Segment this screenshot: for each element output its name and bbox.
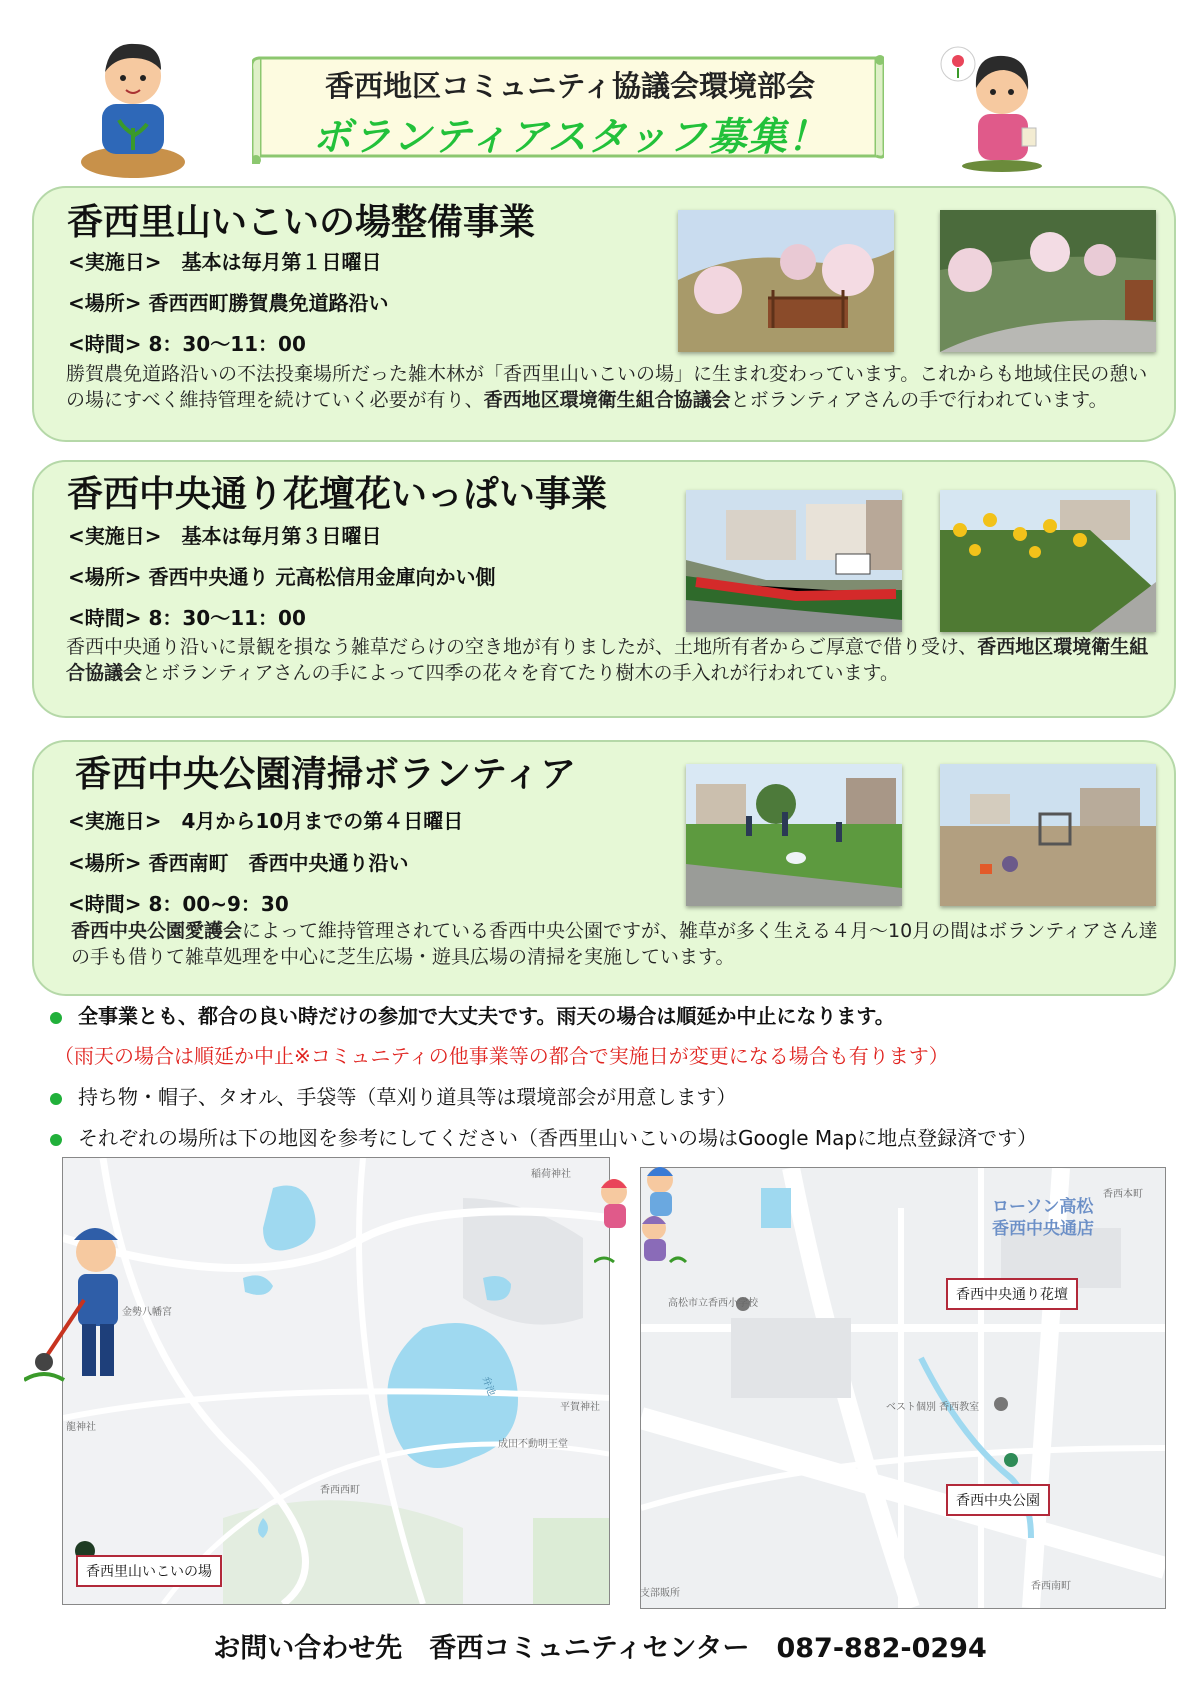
section-time: <時間> 8：00~9：30 <box>68 892 289 916</box>
contact-footer: お問い合わせ先 香西コミュニティセンター 087-882-0294 <box>213 1633 987 1664</box>
map-place: 支部販所 <box>640 1588 680 1599</box>
map-place: 香西本町 <box>1103 1189 1143 1200</box>
photo-park-volunteers <box>686 764 902 906</box>
section-place: <場所> 香西中央通り 元高松信用金庫向かい側 <box>68 565 496 589</box>
map-place: 龍神社 <box>66 1422 96 1433</box>
section-description: 香西中央通り沿いに景観を損なう雑草だらけの空き地が有りましたが、土地所有者からご厚意で借り受け、香西地区環境衛生組合協議会とボランティアさんの手によって四季の花々を育てたり樹木の手入れが行われています。 <box>66 636 1149 684</box>
section-description: 勝賀農免道路沿いの不法投棄場所だった雑木林が「香西里山いこいの場」に生まれ変わっています。これからも地域住民の憩いの場にすべく維持管理を続けていく必要が有り、香西地区環境衛生組合協議会とボランティアさんの手で行われています。 <box>66 363 1148 411</box>
section-title: 香西里山いこいの場整備事業 <box>67 202 536 243</box>
girl-seeds-illustration <box>940 44 1050 174</box>
map-place: 成田不動明王堂 <box>498 1439 568 1450</box>
map-label-flowerbed: 香西中央通り花壇 <box>946 1278 1078 1310</box>
map-place: 金勢八幡宮 <box>122 1307 172 1318</box>
note-bullet: 持ち物・帽子、タオル、手袋等（草刈り道具等は環境部会が用意します） <box>50 1081 736 1110</box>
banner-title: 香西地区コミュニティ協議会環境部会 <box>324 69 816 103</box>
photo-sunflowers <box>940 490 1156 632</box>
section-date: <実施日> 基本は毎月第１日曜日 <box>68 250 382 274</box>
map-left-satoyama <box>62 1157 610 1605</box>
bullet-dot-icon <box>50 1134 62 1146</box>
map-place: 香西南町 <box>1031 1581 1071 1592</box>
map-place: 高松市立香西小学校 <box>668 1298 758 1309</box>
map-label-satoyama: 香西里山いこいの場 <box>76 1555 222 1587</box>
section-date: <実施日> 4月から10月までの第４日曜日 <box>68 809 464 833</box>
note-bullet: 全事業とも、都合の良い時だけの参加で大丈夫です。雨天の場合は順延か中止になります。 <box>50 1000 895 1029</box>
section-date: <実施日> 基本は毎月第３日曜日 <box>68 524 382 548</box>
section-place: <場所> 香西西町勝賀農免道路沿い <box>68 291 389 315</box>
kids-weeding-illustration <box>594 1162 688 1268</box>
section-title: 香西中央公園清掃ボランティア <box>75 754 577 795</box>
bullet-dot-icon <box>50 1093 62 1105</box>
map-place: 平賀神社 <box>560 1402 600 1413</box>
section-time: <時間> 8：30〜11：00 <box>68 332 306 356</box>
banner-subtitle: ボランティアスタッフ募集！ <box>312 115 828 160</box>
photo-tulip-flowerbed <box>686 490 902 632</box>
section-title: 香西中央通り花壇花いっぱい事業 <box>67 474 608 515</box>
section-place: <場所> 香西南町 香西中央通り沿い <box>68 851 409 875</box>
boy-planting-illustration <box>78 40 188 180</box>
map-place: 香西西町 <box>320 1485 360 1496</box>
map-place: 稲荷神社 <box>531 1169 571 1180</box>
photo-park-playground <box>940 764 1156 906</box>
note-bullet: それぞれの場所は下の地図を参考にしてください（香西里山いこいの場はGoogle Mapに地点登録済です） <box>50 1122 1037 1151</box>
worker-grass-trimmer-illustration <box>24 1210 134 1390</box>
photo-cherry-blossom-deck <box>678 210 894 352</box>
map-place: 弁池 <box>479 1374 497 1398</box>
photo-satoyama-path <box>940 210 1156 352</box>
bullet-dot-icon <box>50 1012 62 1024</box>
section-description: 香西中央公園愛護会によって維持管理されている香西中央公園ですが、雑草が多く生える４月〜10月の間はボランティアさん達の手も借りて雑草処理を中心に芝生広場・遊具広場の清掃を実施しています。 <box>71 920 1158 968</box>
section-time: <時間> 8：30〜11：00 <box>68 606 306 630</box>
map-store-label: ローソン高松 香西中央通店 <box>992 1197 1094 1239</box>
note-rain: （雨天の場合は順延か中止※コミュニティの他事業等の都合で実施日が変更になる場合も有ります） <box>54 1044 949 1068</box>
map-label-park: 香西中央公園 <box>946 1484 1050 1516</box>
map-place: ベスト個別 香西教室 <box>886 1402 980 1413</box>
